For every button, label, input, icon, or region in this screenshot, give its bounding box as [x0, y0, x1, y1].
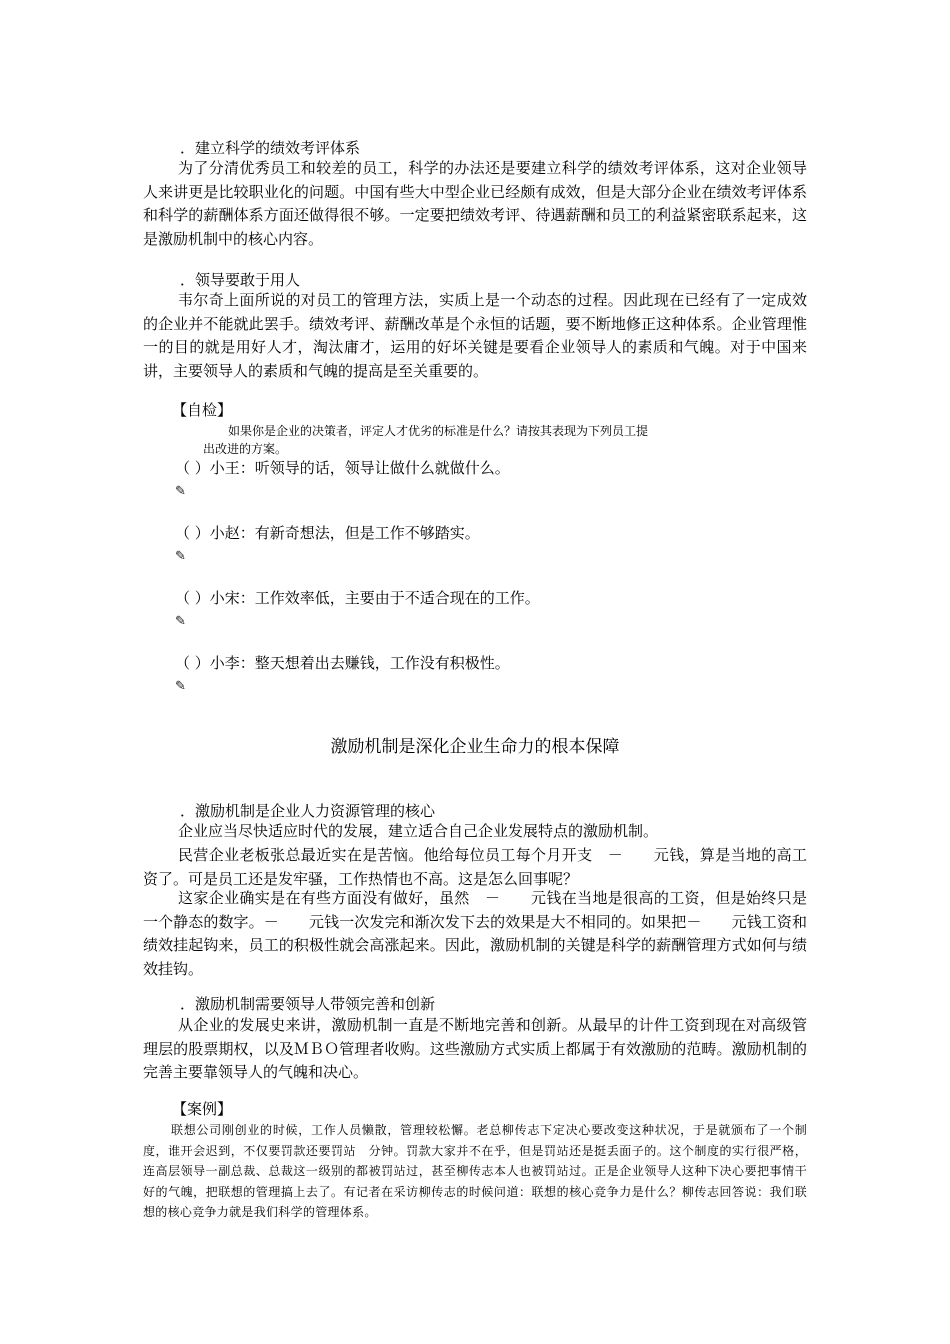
- selfcheck-item-wang: （ ）小王：听领导的话，领导让做什么就做什么。: [175, 459, 510, 477]
- paragraph-incentive-innovation: 从企业的发展史来讲，激励机制一直是不断地完善和创新。从最早的计件工资到现在对高级管理层的股票期权，以及ＭＢＯ管理者收购。这些激励方式实质上都属于有效激励的范畴。激励机制的完善主要靠领导人的气魄和决心。: [143, 1016, 807, 1081]
- selfcheck-question-line2: 出改进的方案。: [203, 442, 288, 456]
- paragraph-incentive-core-3: 这家企业确实是在有些方面没有做好，虽然 － 元钱在当地是很高的工资，但是始终只是一个静态的数字。－ 元钱一次发完和渐次发下去的效果是大不相同的。如果把－ 元钱工资和绩效挂起钩来，员工的积极性就会高涨起来。因此，激励机制的关键是科学的薪酬管理方式如何与绩效挂钩。: [143, 889, 807, 978]
- case-label: 【案例】: [172, 1100, 233, 1118]
- case-text: 联想公司刚创业的时候，工作人员懒散，管理较松懈。老总柳传志下定决心要改变这种状况，于是就颁布了一个制度，谁开会迟到，不仅要罚款还要罚站 分钟。罚款大家并不在乎，但是罚站还是挺丢面子的。这个制度的实行很严格，连高层领导一副总裁、总裁这一级别的都被罚站过，甚至柳传志本人也被罚站过。正是企业领导人这种下决心要把事情干好的气魄，把联想的管理搞上去了。有记者在采访柳传志的时候问道：联想的核心竞争力是什么？柳传志回答说：我们联想的核心竞争力就是我们科学的管理体系。: [143, 1123, 807, 1219]
- selfcheck-item-zhao: （ ）小赵：有新奇想法，但是工作不够踏实。: [175, 524, 480, 542]
- selfcheck-item-li: （ ）小李：整天想着出去赚钱，工作没有积极性。: [175, 654, 510, 672]
- pen-icon: ✎: [175, 614, 186, 629]
- paragraph-performance-system: 为了分清优秀员工和较差的员工，科学的办法还是要建立科学的绩效考评体系，这对企业领导人来讲更是比较职业化的问题。中国有些大中型企业已经颇有成效，但是大部分企业在绩效考评体系和科学的薪酬体系方面还做得很不够。一定要把绩效考评、待遇薪酬和员工的利益紧密联系起来，这是激励机制中的核心内容。: [143, 159, 807, 248]
- pen-icon: ✎: [175, 484, 186, 499]
- selfcheck-label: 【自检】: [172, 401, 233, 419]
- pen-icon: ✎: [175, 679, 186, 694]
- pen-icon: ✎: [175, 549, 186, 564]
- selfcheck-question-line1: 如果你是企业的决策者，评定人才优劣的标准是什么？请按其表现为下列员工提: [228, 424, 649, 438]
- section-heading-incentive-core: ．激励机制是企业人力资源管理的核心: [180, 802, 436, 820]
- section-heading-performance-system: ．建立科学的绩效考评体系: [180, 139, 361, 157]
- paragraph-incentive-core-2: 民营企业老板张总最近实在是苦恼。他给每位员工每个月开支 － 元钱，算是当地的高工资了。可是员工还是发牢骚，工作热情也不高。这是怎么回事呢？: [143, 846, 807, 888]
- paragraph-leader-use-people: 韦尔奇上面所说的对员工的管理方法，实质上是一个动态的过程。因此现在已经有了一定成效的企业并不能就此罢手。绩效考评、薪酬改革是个永恒的话题，要不断地修正这种体系。企业管理惟一的目的就是用好人才，淘汰庸才，运用的好坏关键是要看企业领导人的素质和气魄。对于中国来讲，主要领导人的素质和气魄的提高是至关重要的。: [143, 291, 807, 380]
- page-title: 激励机制是深化企业生命力的根本保障: [330, 737, 620, 757]
- selfcheck-item-song: （ ）小宋：工作效率低，主要由于不适合现在的工作。: [175, 589, 540, 607]
- paragraph-incentive-core-1: 企业应当尽快适应时代的发展，建立适合自己企业发展特点的激励机制。: [178, 822, 659, 840]
- section-heading-incentive-innovation: ．激励机制需要领导人带领完善和创新: [180, 995, 436, 1013]
- section-heading-leader-use-people: ．领导要敢于用人: [180, 271, 301, 289]
